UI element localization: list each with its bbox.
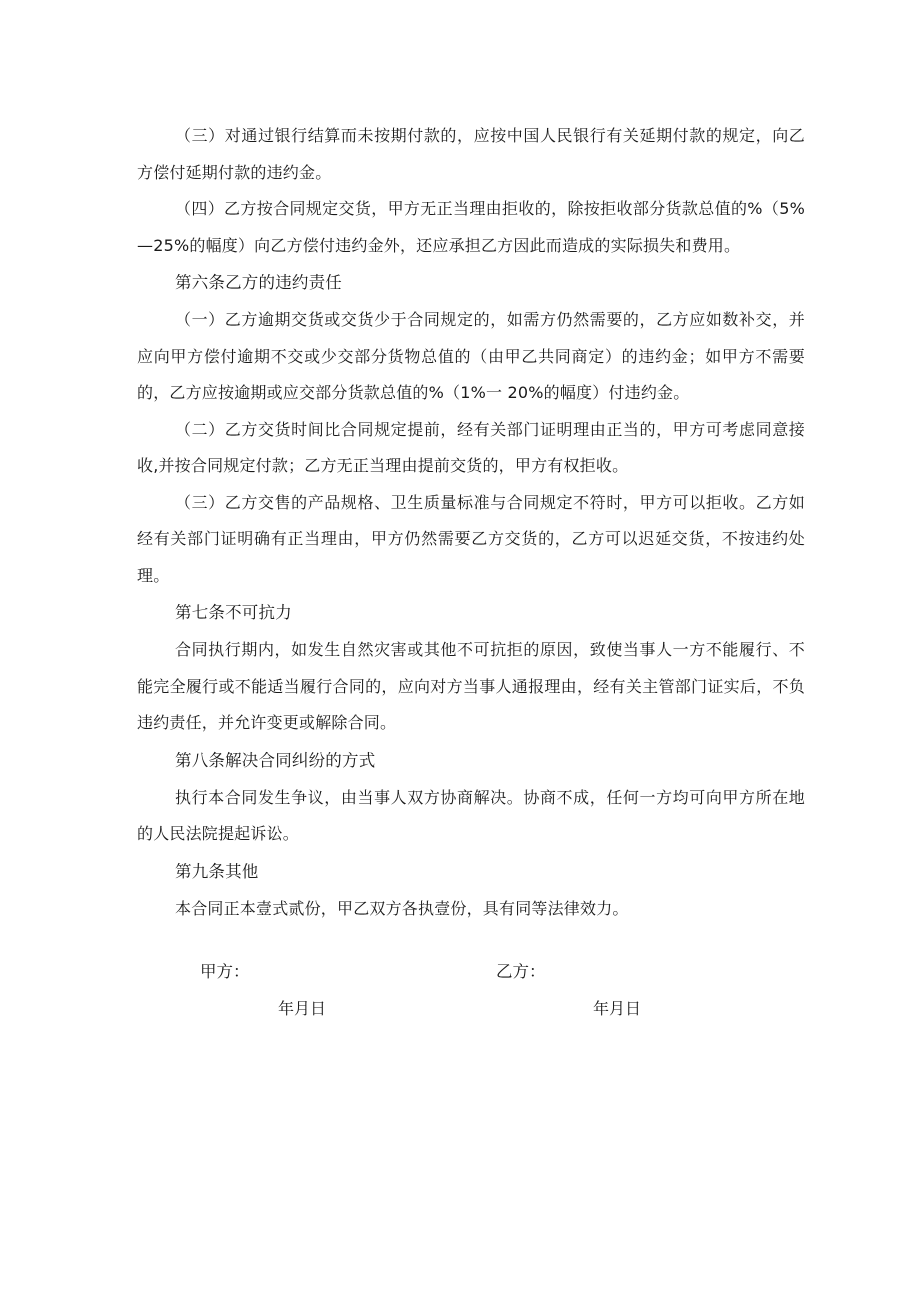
party-a-label: 甲方： [200,962,250,981]
clause-paragraph: （三）乙方交售的产品规格、卫生质量标准与合同规定不符时，甲方可以拒收。乙方如经有关部门证明确有正当理由，甲方仍然需要乙方交货的，乙方可以迟延交货，不按违约处理。 [137,492,805,585]
clause-paragraph: 执行本合同发生争议，由当事人双方协商解决。协商不成，任何一方均可向甲方所在地的人民法院提起诉讼。 [137,787,805,843]
clause-paragraph: （二）乙方交货时间比合同规定提前，经有关部门证明理由正当的，甲方可考虑同意接收,并按合同规定付款；乙方无正当理由提前交货的，甲方有权拒收。 [137,419,805,475]
party-a-date: 年月日 [278,999,327,1018]
article-heading: 第八条解决合同纠纷的方式 [175,750,376,770]
article-heading: 第七条不可抗力 [175,603,292,622]
clause-paragraph: 合同执行期内，如发生自然灾害或其他不可抗拒的原因，致使当事人一方不能履行、不能完全履行或不能适当履行合同的，应向对方当事人通报理由，经有关主管部门证实后，不负违约责任，并允许变更或解除合同。 [137,640,805,732]
article-heading: 第六条乙方的违约责任 [175,273,342,292]
contract-body [137,118,805,927]
clause-paragraph: （四）乙方按合同规定交货，甲方无正当理由拒收的，除按拒收部分货款总值的%（5%—25%的幅度）向乙方偿付违约金外，还应承担乙方因此而造成的实际损失和费用。 [137,199,805,255]
party-b-date: 年月日 [593,999,642,1018]
clause-paragraph: （三）对通过银行结算而未按期付款的，应按中国人民银行有关延期付款的规定，向乙方偿付延期付款的违约金。 [137,126,805,182]
party-b-label: 乙方： [496,962,546,981]
article-heading: 第九条其他 [175,861,259,881]
clause-paragraph: （一）乙方逾期交货或交货少于合同规定的，如需方仍然需要的，乙方应如数补交，并应向甲方偿付逾期不交或少交部分货物总值的（由甲乙共同商定）的违约金；如甲方不需要的，乙方应按逾期或应交部分货款总值的%（1%一 20%的幅度）付违约金。 [137,310,805,402]
clause-paragraph: 本合同正本壹式贰份，甲乙双方各执壹份，具有同等法律效力。 [175,898,629,918]
